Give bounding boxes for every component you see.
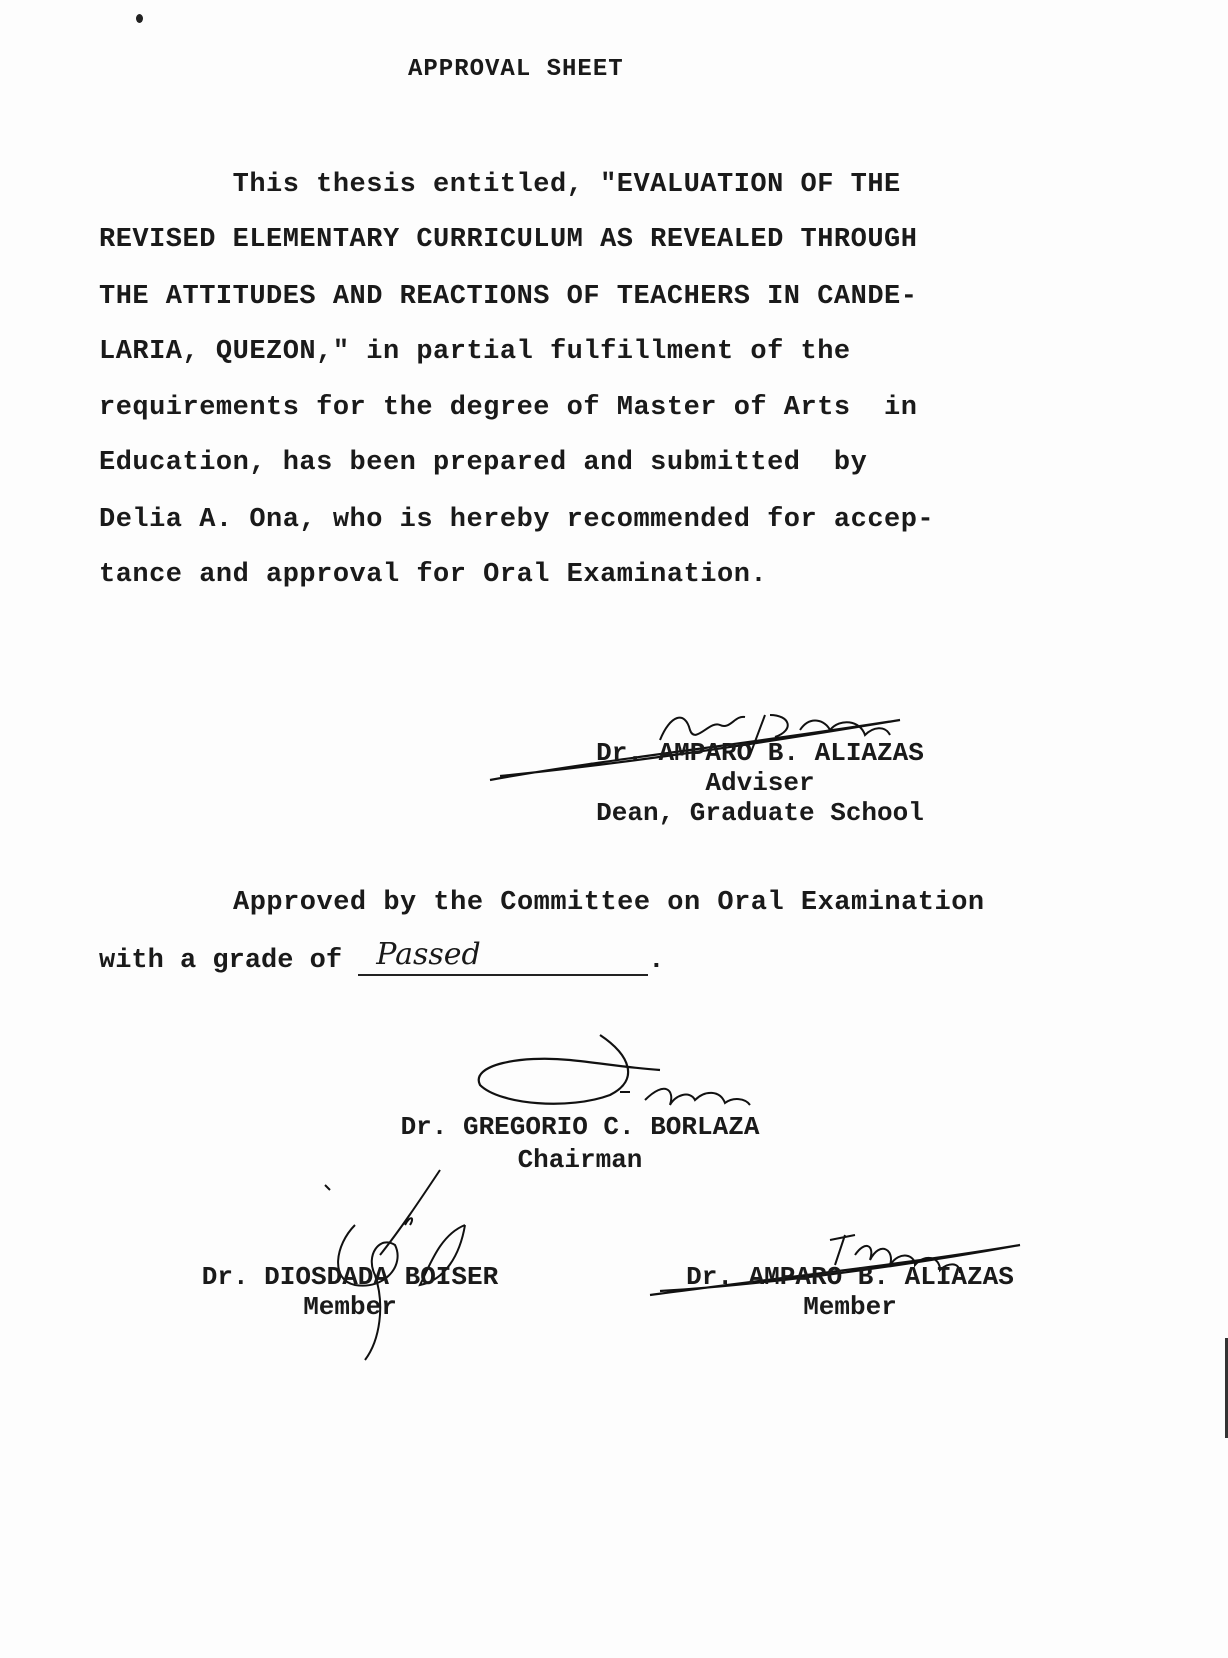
paragraph-line-8: tance and approval for Oral Examination. — [99, 560, 768, 590]
chairman-role: Chairman — [517, 1145, 643, 1175]
grade-value: Passed — [376, 937, 481, 972]
chairman-name: Dr. GREGORIO C. BORLAZA — [400, 1112, 760, 1142]
chairman-signature — [470, 1030, 810, 1120]
grade-field — [358, 937, 648, 976]
adviser-role: Adviser — [705, 768, 815, 798]
paragraph-line-1: This thesis entitled, "EVALUATION OF THE — [99, 170, 901, 200]
grade-suffix: . — [648, 946, 665, 976]
member-right-name: Dr. AMPARO B. ALIAZAS — [686, 1262, 1014, 1292]
paragraph-line-2: REVISED ELEMENTARY CURRICULUM AS REVEALED THROUGH — [99, 225, 918, 255]
approval-line: Approved by the Committee on Oral Examination — [233, 888, 985, 918]
adviser-position: Dean, Graduate School — [596, 798, 924, 828]
member-left-signature — [275, 1165, 495, 1355]
paragraph-line-7: Delia A. Ona, who is hereby recommended for accep- — [99, 505, 935, 535]
paragraph-line-6: Education, has been prepared and submitted by — [99, 448, 868, 478]
member-right-role: Member — [803, 1292, 897, 1322]
paragraph-line-5: requirements for the degree of Master of Arts in — [99, 393, 918, 423]
paragraph-line-3: THE ATTITUDES AND REACTIONS OF TEACHERS IN CANDE- — [99, 282, 918, 312]
adviser-name: Dr. AMPARO B. ALIAZAS — [596, 738, 924, 768]
grade-line — [99, 937, 665, 976]
grade-prefix: with a grade of — [99, 946, 359, 976]
paragraph-line-4: LARIA, QUEZON," in partial fulfillment of the — [99, 337, 851, 367]
ink-speck — [136, 14, 143, 23]
member-left-role: Member — [303, 1292, 397, 1322]
member-left-name: Dr. DIOSDADA BOISER — [201, 1262, 499, 1292]
page-title: APPROVAL SHEET — [408, 56, 624, 83]
